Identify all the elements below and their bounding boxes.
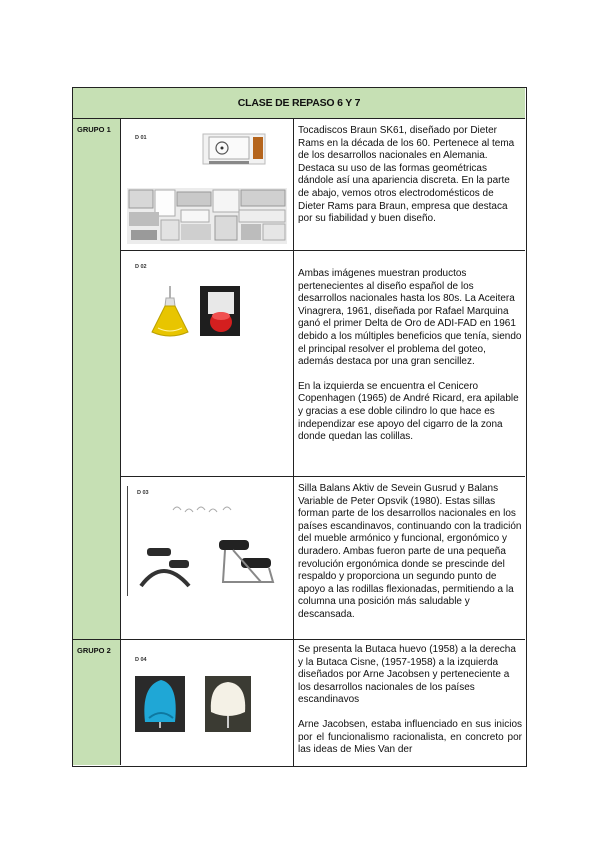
image-id: D 03 [137, 490, 149, 496]
paragraph: En la izquierda se encuentra el Cenicero Copenhagen (1965) de André Ricard, era apilable y gracias a ese doble cilindro lo que hace es independizar ese apoyo del cigarro de la zona donde quedan las colillas. [298, 380, 519, 443]
row-4-text [298, 644, 522, 769]
row-2-text [298, 268, 522, 456]
row-divider [121, 476, 525, 477]
group-1-column [73, 119, 121, 639]
group-2-column [73, 639, 121, 765]
paragraph: Arne Jacobsen, estaba influenciado en sus inicios por el funcionalismo racionalista, en concreto por las ideas de Mies Van der [298, 718, 522, 756]
group-1-label: GRUPO 1 [77, 125, 111, 134]
braun-products-image [125, 128, 289, 246]
balans-chairs-image [133, 496, 283, 596]
paragraph: Se presenta la Butaca huevo (1958) a la derecha y la Butaca Cisne, (1957-1958) a la izquierda diseñados por Arne Jacobsen y perteneciente a los desarrollos nacionales de los países escandinavos [298, 644, 516, 706]
column-divider [293, 118, 294, 766]
group-divider [73, 639, 525, 640]
image-id: D 02 [135, 264, 147, 270]
egg-swan-chairs-image [133, 674, 253, 734]
row-1-text [298, 125, 522, 238]
paragraph: Ambas imágenes muestran productos pertenecientes al diseño español de los desarrollos nacionales hasta los 80s. La Aceitera Vinagrera, 1961, diseñada por Rafael Marquina ganó el primer Delta de Oro de ADI-FAD en 1961 debido a los múltiples beneficios que tenía, siendo el principal resolver el problema del goteo, además destaca por una gran sencillez. [298, 268, 522, 368]
paragraph: Tocadiscos Braun SK61, diseñado por Dieter Rams en la década de los 60. Pertenece al tema de los desarrollos nacionales en Alemania. Destaca su uso de las formas geométricas dándole así una apariencia discreta. En la parte de abajo, vemos otros electrodomésticos de Dieter Rams para Braun, empresa que destaca por su fiabilidad y buen diseño. [298, 125, 515, 225]
row-divider [121, 250, 525, 251]
oil-cruet-ashtray-image [148, 284, 248, 344]
lesson-table [72, 87, 527, 767]
table-header [73, 88, 525, 119]
row-3-text [298, 483, 522, 634]
page-title: CLASE DE REPASO 6 Y 7 [237, 97, 361, 109]
group-2-label: GRUPO 2 [77, 646, 111, 655]
image-id: D 04 [135, 657, 147, 663]
paragraph: Silla Balans Aktiv de Sevein Gusrud y Balans Variable de Peter Opsvik (1980). Estas sillas forman parte de los desarrollos nacionales en los países escandinavos, continuando con la tradición del mueble armónico y funcional, ergonómico y duradero. Ambas fueron parte de una pequeña revolución ergonómica donde se prescinde del respaldo y proporciona un segundo punto de apoyo a las rodillas flexionadas, permitiendo a la columna una posición más saludable y descansada. [298, 483, 522, 620]
image-edge [127, 486, 128, 596]
image-id: D 01 [135, 135, 147, 141]
